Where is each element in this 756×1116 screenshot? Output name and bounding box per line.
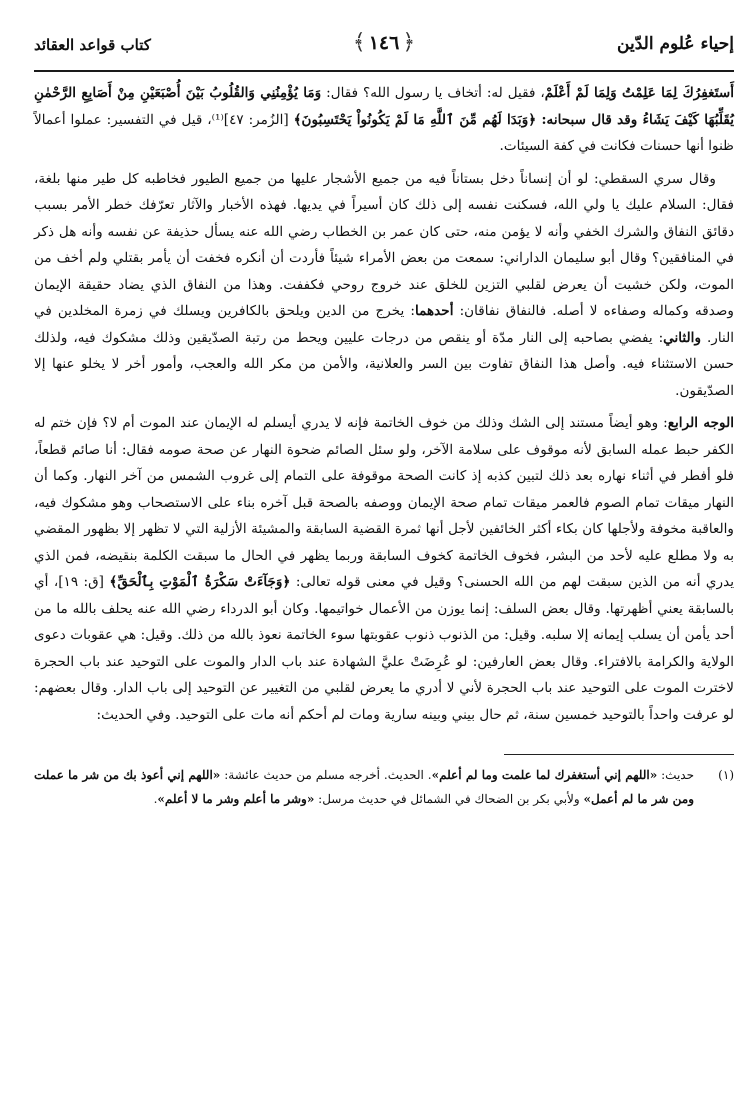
emphasized-text: الوجه الرابع — [667, 415, 734, 431]
text-run: : يخرج من الدين ويلحق بالكافرين ويسلك في زمرة المخلدين في النار. — [34, 303, 734, 346]
emphasized-text: أَستَغفِرُكَ لِمَا عَلِمْتُ وَلِمَا لَمْ أَعْلَمْ — [544, 85, 734, 101]
text-run: . الحديث. أخرجه مسلم من حديث عائشة: — [220, 768, 432, 782]
emphasized-text: وَمَا يُؤْمِنُنِي وَالقُلُوبُ بَيْنَ أُصْبَعَيْنِ مِنْ أَصَابِعِ الرَّحْمٰنِ يُقَلِّبُهَا كَيْفَ يَشَاءُ وقد قال سبحانه: ﴿وَبَدَا لَهُم مِّنَ ٱللَّهِ مَا لَمْ يَكُونُواْ يَحْتَسِبُونَ﴾ — [34, 85, 734, 128]
chapter-title: كتاب قواعد العقائد — [34, 36, 151, 54]
footnote-text — [34, 768, 694, 806]
text-run: [الزُمر: ٤٧] — [223, 111, 294, 128]
emphasized-text: «اللهم إني أستغفرك لما علمت وما لم أعلم» — [431, 768, 658, 782]
text-run: ، قيل في التفسير: عملوا أعمالاً ظنوا أنها حسنات فكانت في كفة السيئات. — [34, 111, 734, 154]
text-run: . — [153, 792, 158, 806]
book-title: إحياء عُلوم الدّين — [617, 34, 734, 54]
footnote — [34, 763, 734, 811]
text-run: حديث: — [657, 768, 695, 782]
emphasized-text: والثاني — [663, 329, 702, 346]
text-run: ، فقيل له: أتخاف يا رسول الله؟ فقال: — [321, 85, 545, 101]
text-run: [ق: ١٩]، أي بالسابقة يعني أظهرتها. وقال بعض السلف: إنما يوزن من الأعمال خواتيمها. وكان أبو الدرداء رضي الله عنه يحلف بالله ما من أحد يأمن أن يسلب إيمانه إلا سلبه. وقيل: من الذنوب ذنوب عقوبتها سوء الخاتمة نعوذ بالله من ذلك. وقيل: هي عقوبات دعوى الولاية والكرامة بالافتراء. وقال بعض العارفين: لو عُرِضَتْ عليَّ الشهادة عند باب الدار والموت على التوحيد عند باب الحجرة لاخترت الموت على التوحيد عند باب الحجرة لأني لا أدري ما يعرض لقلبي من التغيير عن التوحيد إلى باب الدار. وقال بعضهم: لو عرفت واحداً بالتوحيد خمسين سنة، ثم حال بيني وبينه سارية ومات لم أحكم أنه مات على التوحيد. وفي الحديث: — [34, 574, 734, 723]
emphasized-text: أحدهما — [414, 303, 454, 319]
emphasized-text: «وشر ما أعلم وشر ما لا أعلم» — [157, 792, 315, 806]
text-run: : يفضي بصاحبه إلى النار مدّة أو ينقص من درجات عليين ويحط من رتبة الصدّيقين وذلك مشكوك فيه، ولذلك حسن الاستثناء فيه. وأصل هذا النفاق تفاوت بين السر والعلانية، والأمن من مكر الله والعجب، وأمور أخر لا يخلو عنها إلا الصدّيقون. — [34, 329, 734, 399]
main-text — [34, 80, 734, 728]
paragraph — [34, 80, 734, 160]
page-number-value: ١٤٦ — [368, 32, 400, 54]
emphasized-text: ﴿وَجَآءَتْ سَكْرَةُ ٱلْمَوْتِ بِٱلْحَقِّ﴾ — [109, 574, 291, 590]
text-run: : وهو أيضاً مستند إلى الشك وذلك من خوف الخاتمة فإنه لا يدري أيسلم له الإيمان عند الموت أم لا؟ فإن ختم له الكفر حبط عمله السابق لأنه موقوف على سلامة الآخر، ولو سئل الصائم ضحوة النهار عن صحة صومه فقال: أنا صائم قطعاً، فلو أفطر في أثناء نهاره بعد ذلك لتبين كذبه إذ كانت الصحة موقوفة على التمام إلى غروب الشمس من آخر النهار. وكما أن النهار ميقات تمام الصوم فالعمر ميقات تمام صحة الإيمان ووصفه بالصحة قبل آخره بناء على الاستصحاب وهو مشكوك فيه، والعاقبة مخوفة ولأجلها كان بكاء أكثر الخائفين لأجل أنها ثمرة القضية السابقة والمشيئة الأزلية التي لا تظهر إلا بظهور المقضي به ولا مطلع عليه لأحد من البشر، فخوف الخاتمة كخوف السابقة وربما يظهر في الحال ما سبقت الكلمة بنقيضه، فمن الذي يدري أنه من الذين سبقت لهم من الله الحسنى؟ وقيل في معنى قوله تعالى: — [34, 415, 735, 590]
footnote-divider — [504, 754, 734, 755]
ornament-brace-icon: ﴿ — [402, 30, 416, 55]
text-run: ⁽¹⁾ — [211, 111, 224, 128]
book-page — [34, 26, 734, 1106]
page-number — [350, 30, 418, 55]
text-run: ولأبي بكر بن الضحاك في الشمائل في حديث مرسل: — [314, 792, 584, 806]
ornament-brace-icon: ﴾ — [352, 30, 366, 55]
page-header — [34, 26, 734, 72]
text-run: وقال سري السقطي: لو أن إنساناً دخل بستاناً فيه من جميع الأشجار عليها من جميع الطيور فخاطبه كل طير منها بلغة، فقال: السلام عليك يا ولي الله، فسكنت نفسه إلى ذلك كان أسيراً في يديها. فهذه الأخبار والآثار تعرّفك خطر الأمر بسبب دقائق النفاق والشرك الخفي وأنه لا يؤمن منه، حتى كان عمر بن الخطاب رضي الله عنه يسأل حذيفة عن نفسه وأنه هل ذكر في المنافقين؟ وقال أبو سليمان الداراني: سمعت من بعض الأمراء شيئاً فأردت أن أنكره فخفت أن يأمر بقتلي ولم أخف من الموت، ولكن خشيت أن يعرض لقلبي التزين للخلق عند خروج روحي فكففت. وهذا من النفاق الذي يضاد حقيقة الإيمان وصدقه وكماله وصفاءه لا أصله. فالنفاق نفاقان: — [34, 170, 734, 319]
paragraph — [34, 166, 734, 405]
paragraph — [34, 410, 734, 728]
emphasized-text: «اللهم إني أعوذ بك من شر ما عملت ومن شر ما لم أعمل» — [34, 768, 694, 806]
footnote-number: (١) — [718, 768, 734, 782]
